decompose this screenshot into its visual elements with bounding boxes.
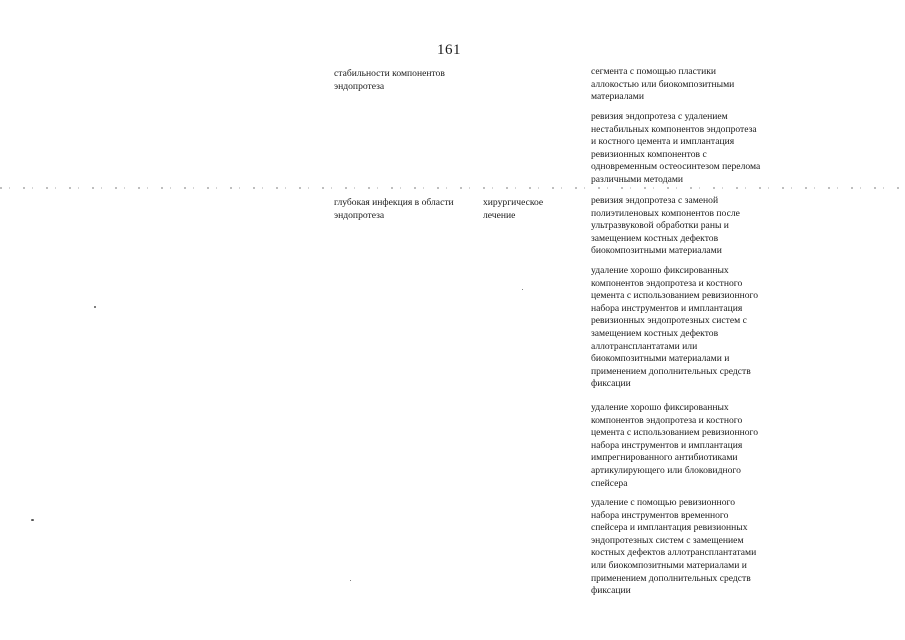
row2-procedure-1: ревизия эндопротеза с заменой полиэтиленовых компонентов после ультразвуковой обработки раны и замещением костных дефектов биокомпозитными материалами: [591, 195, 740, 257]
scan-speck: [94, 306, 96, 308]
row1-procedure-2: ревизия эндопротеза с удалением нестабильных компонентов эндопротеза и костного цемента и имплантация ревизионных компонентов с одновременным остеосинтезом перелома различными методами: [591, 111, 761, 185]
row1-condition-cell: стабильности компонентов эндопротеза: [334, 68, 445, 92]
scan-speck: [522, 289, 523, 290]
row1-procedure-1: сегмента с помощью пластики аллокостью или биокомпозитными материалами: [591, 66, 735, 103]
scan-speck: [31, 519, 34, 521]
row2-procedure-3: удаление хорошо фиксированных компонентов эндопротеза и костного цемента с использованием ревизионного набора инструментов и имплантация импрегнированного антибиотиками артикулирующего или блоковидного спейсера: [591, 402, 759, 489]
scan-speck: [350, 580, 351, 581]
row2-procedure-2: удаление хорошо фиксированных компонентов эндопротеза и костного цемента с использованием ревизионного набора инструментов и имплантация ревизионных эндопротезных систем с замещением костных дефектов аллотрансплантатами или биокомпозитными материалами и применением дополнительных средств фиксации: [591, 265, 759, 390]
row2-treatment-cell: хирургическое лечение: [483, 197, 544, 221]
row-divider: [0, 187, 905, 189]
page-number: 161: [437, 42, 461, 58]
row2-procedure-4: удаление с помощью ревизионного набора инструментов временного спейсера и имплантация ревизионных эндопротезных систем с замещением костных дефектов аллотрансплантатами или биокомпозитными материалами и применением дополнительных средств фиксации: [591, 497, 757, 597]
row2-condition-cell: глубокая инфекция в области эндопротеза: [334, 197, 454, 221]
